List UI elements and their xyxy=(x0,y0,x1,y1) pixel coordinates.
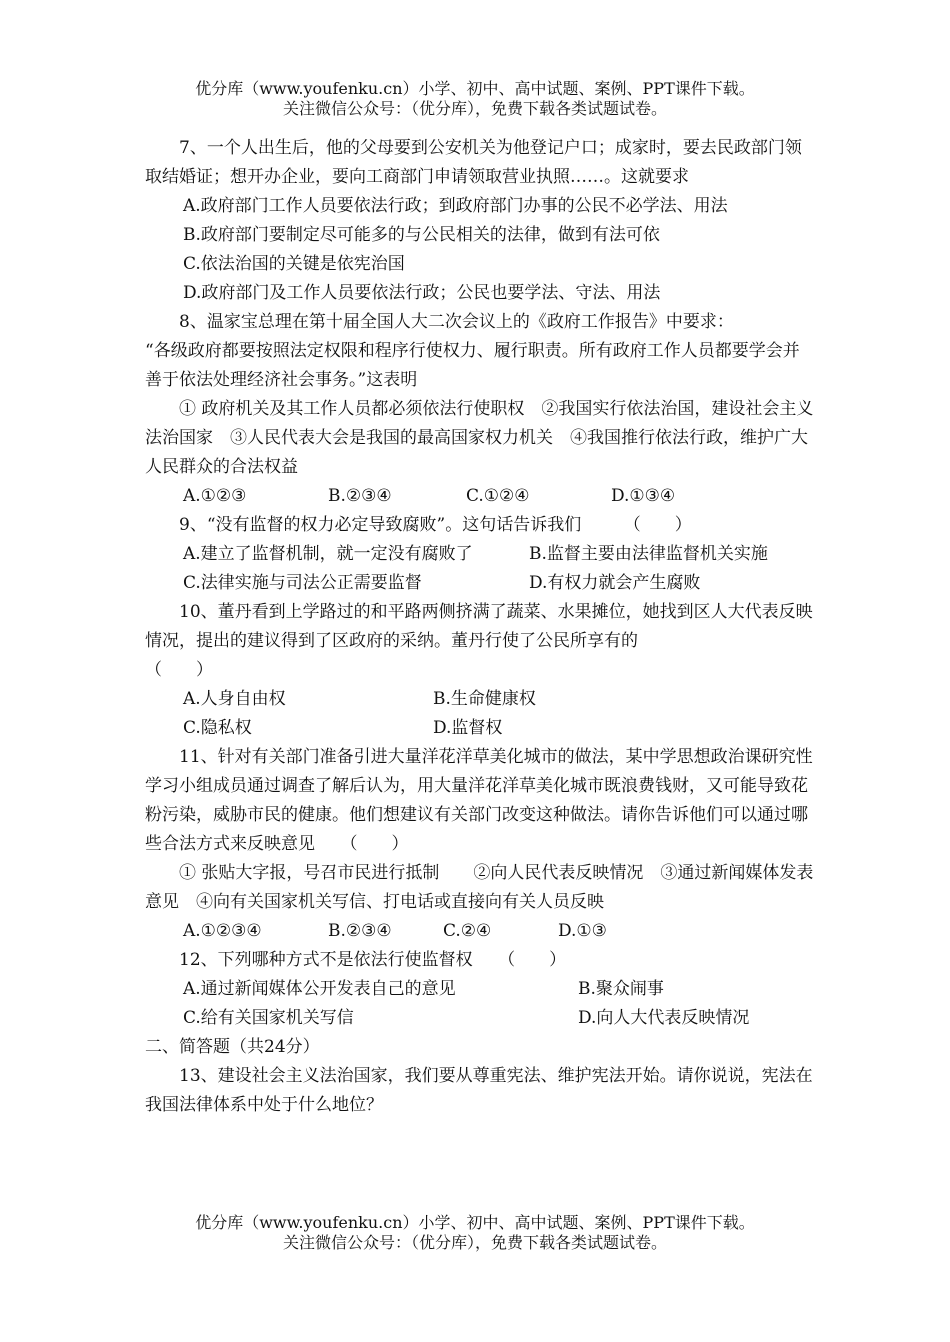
document-body xyxy=(145,134,815,1120)
q10-option-d: D.监督权 xyxy=(433,718,503,738)
q12-options-ab xyxy=(145,975,815,1004)
header-line-1: 优分库（www.youfenku.cn）小学、初中、高中试题、案例、PPT课件下载。 xyxy=(195,79,755,98)
page-header xyxy=(0,79,950,119)
section-2-title: 二、简答题（共24分） xyxy=(145,1037,320,1057)
q10-option-c: C.隐私权 xyxy=(183,718,252,738)
q9-options-cd xyxy=(145,569,815,598)
q11-option-a: A.①②③④ xyxy=(183,921,262,941)
q11-option-b: B.②③④ xyxy=(328,921,392,941)
q8-option-b: B.②③④ xyxy=(328,486,392,506)
header-line-2: 关注微信公众号：（优分库），免费下载各类试题试卷。 xyxy=(282,99,667,118)
q7-option-c: C.依法治国的关键是依宪治国 xyxy=(183,254,405,274)
q11-option-c: C.②④ xyxy=(443,921,492,941)
q11-items: ① 张贴大字报，号召市民进行抵制 ②向人民代表反映情况 ③通过新闻媒体发表意见 ④向有关国家机关写信、打电话或直接向有关人员反映 xyxy=(145,863,814,912)
q8-quote: “各级政府都要按照法定权限和程序行使权力、履行职责。所有政府工作人员都要学会并善于依法处理经济社会事务。”这表明 xyxy=(145,341,800,390)
q10-stem: 10、董丹看到上学路过的和平路两侧挤满了蔬菜、水果摊位，她找到区人大代表反映情况，提出的建议得到了区政府的采纳。董丹行使了公民所享有的 xyxy=(145,602,813,651)
q7-option-a: A.政府部门工作人员要依法行政；到政府部门办事的公民不必学法、用法 xyxy=(183,196,728,216)
q10-paren: （ ） xyxy=(145,660,213,680)
page-footer xyxy=(0,1213,950,1253)
q10-option-b: B.生命健康权 xyxy=(433,689,536,709)
q7-option-d: D.政府部门及工作人员要依法行政；公民也要学法、守法、用法 xyxy=(183,283,661,303)
q11-option-d: D.①③ xyxy=(558,921,607,941)
q12-option-d: D.向人大代表反映情况 xyxy=(578,1008,750,1028)
q13-stem: 13、建设社会主义法治国家，我们要从尊重宪法、维护宪法开始。请你说说，宪法在我国法律体系中处于什么地位？ xyxy=(145,1066,813,1115)
q10-options-cd xyxy=(145,714,815,743)
q12-option-b: B.聚众闹事 xyxy=(578,979,664,999)
q9-option-d: D.有权力就会产生腐败 xyxy=(529,573,701,593)
q8-stem: 8、温家宝总理在第十届全国人大二次会议上的《政府工作报告》中要求： xyxy=(179,312,734,332)
q7-stem: 7、一个人出生后，他的父母要到公安机关为他登记户口；成家时，要去民政部门领取结婚证；想开办企业，要向工商部门申请领取营业执照……。这就要求 xyxy=(145,138,802,187)
q12-options-cd xyxy=(145,1004,815,1033)
q12-option-a: A.通过新闻媒体公开发表自己的意见 xyxy=(183,979,456,999)
q9-stem: 9、“没有监督的权力必定导致腐败”。这句话告诉我们 （ ） xyxy=(179,515,692,535)
q8-option-c: C.①②④ xyxy=(466,486,530,506)
q8-option-a: A.①②③ xyxy=(183,486,247,506)
q8-option-d: D.①③④ xyxy=(611,486,676,506)
q9-option-c: C.法律实施与司法公正需要监督 xyxy=(183,573,422,593)
q11-stem: 11、针对有关部门准备引进大量洋花洋草美化城市的做法，某中学思想政治课研究性学习小组成员通过调查了解后认为，用大量洋花洋草美化城市既浪费钱财，又可能导致花粉污染，威胁市民的健康。他们想建议有关部门改变这种做法。请你告诉他们可以通过哪些合法方式来反映意见 （ ） xyxy=(145,747,813,854)
q12-stem: 12、下列哪种方式不是依法行使监督权 （ ） xyxy=(179,950,567,970)
q9-option-b: B.监督主要由法律监督机关实施 xyxy=(529,544,768,564)
q9-option-a: A.建立了监督机制，就一定没有腐败了 xyxy=(183,544,473,564)
footer-line-2: 关注微信公众号：（优分库），免费下载各类试题试卷。 xyxy=(282,1233,667,1252)
q11-options xyxy=(145,917,815,946)
q8-options xyxy=(145,482,815,511)
q10-option-a: A.人身自由权 xyxy=(183,689,286,709)
q7-option-b: B.政府部门要制定尽可能多的与公民相关的法律，做到有法可依 xyxy=(183,225,660,245)
q9-options-ab xyxy=(145,540,815,569)
q8-items: ① 政府机关及其工作人员都必须依法行使职权 ②我国实行依法治国，建设社会主义法治国家 ③人民代表大会是我国的最高国家权力机关 ④我国推行依法行政，维护广大人民群众的合法权益 xyxy=(145,399,814,477)
q12-option-c: C.给有关国家机关写信 xyxy=(183,1008,354,1028)
q10-options-ab xyxy=(145,685,815,714)
footer-line-1: 优分库（www.youfenku.cn）小学、初中、高中试题、案例、PPT课件下载。 xyxy=(195,1213,755,1232)
